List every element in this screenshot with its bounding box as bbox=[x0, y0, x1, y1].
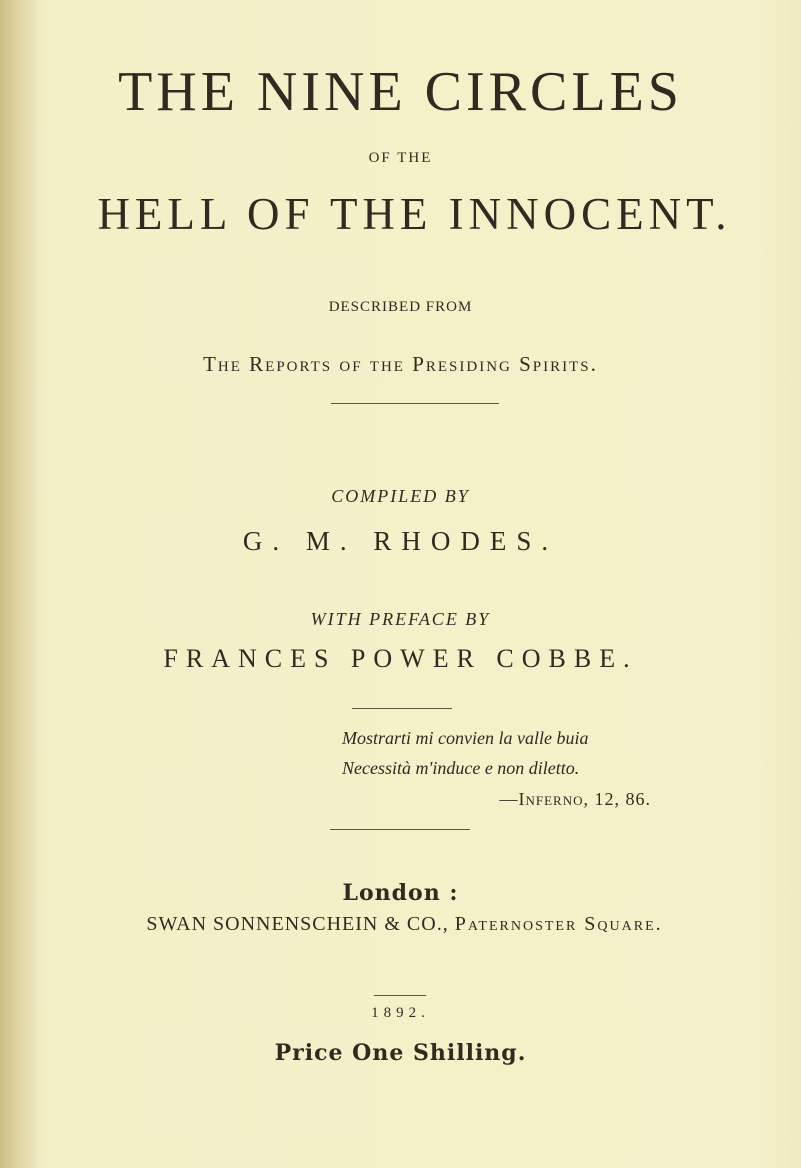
imprint-address: Paternoster Square. bbox=[454, 913, 663, 935]
book-subtitle: HELL OF THE INNOCENT. bbox=[97, 189, 732, 239]
described-from-label: DESCRIBED FROM bbox=[328, 299, 473, 315]
divider-rule-4 bbox=[374, 995, 426, 996]
book-title: THE NINE CIRCLES bbox=[118, 61, 683, 123]
divider-rule-1 bbox=[331, 403, 499, 404]
epigraph-line-1: Mostrarti mi convien la valle buia bbox=[342, 728, 589, 748]
preface-by-label: WITH PREFACE BY bbox=[310, 609, 491, 629]
page-edge-stain bbox=[0, 0, 40, 1168]
source-line: The Reports of the Presiding Spirits. bbox=[203, 352, 598, 376]
divider-rule-2 bbox=[352, 708, 452, 709]
epigraph-citation: —Inferno, 12, 86. bbox=[499, 789, 651, 809]
epigraph-line-2: Necessità m'induce e non diletto. bbox=[342, 758, 580, 778]
compiler-name: G. M. RHODES. bbox=[242, 526, 559, 556]
compiled-by-label: COMPILED BY bbox=[331, 486, 470, 506]
of-the-connector: OF THE bbox=[368, 150, 433, 166]
imprint-publisher-line bbox=[4, 913, 801, 936]
publication-year: 1892. bbox=[371, 1005, 430, 1021]
divider-rule-3 bbox=[330, 829, 470, 830]
price-line: Price One Shilling. bbox=[274, 1040, 527, 1066]
imprint-publisher: SWAN SONNENSCHEIN & CO., bbox=[146, 913, 449, 935]
imprint-city: London : bbox=[342, 880, 459, 906]
prefacer-name: FRANCES POWER COBBE. bbox=[163, 644, 638, 673]
